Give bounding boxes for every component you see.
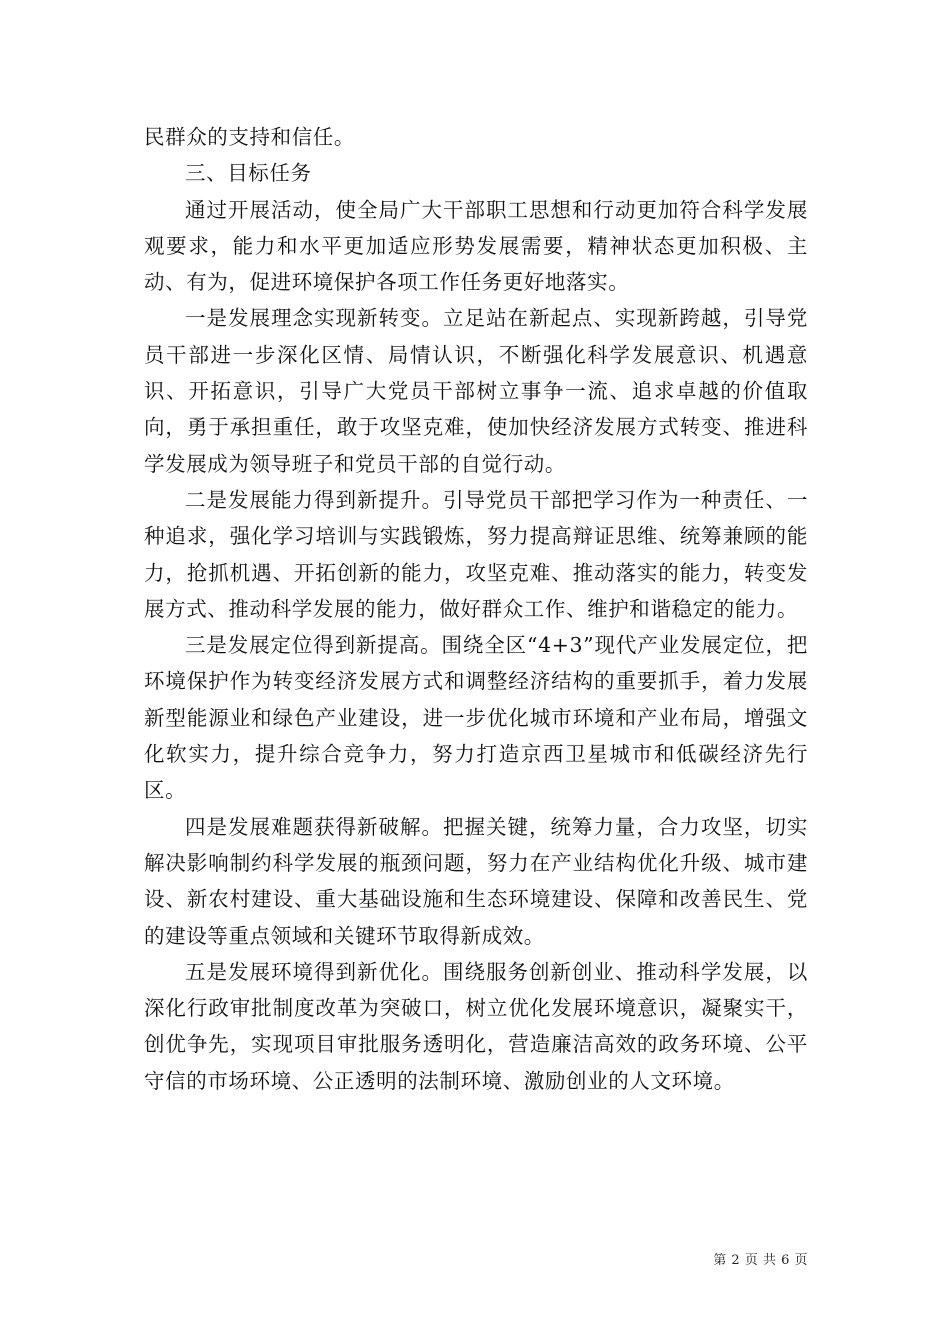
paragraph-continuation: 民群众的支持和信任。 xyxy=(144,125,355,149)
paragraph: 四是发展难题获得新破解。把握关键，统筹力量，合力攻坚，切实解决影响制约科学发展的瓶颈问题，努力在产业结构优化升级、城市建设、新农村建设、重大基础设施和生态环境建设、保障和改善民生、党的建设等重点领域和关键环节取得新成效。 xyxy=(144,814,808,948)
paragraph: 三是发展定位得到新提高。围绕全区“4+3”现代产业发展定位，把环境保护作为转变经济发展方式和调整经济结构的重要抓手，着力发展新型能源业和绿色产业建设，进一步优化城市环境和产业布局，增强文化软实力，提升综合竞争力，努力打造京西卫星城市和低碳经济先行区。 xyxy=(144,633,808,803)
page-number-footer: 第 2 页 共 6 页 xyxy=(713,1253,808,1268)
document-body xyxy=(144,119,808,1099)
paragraph: 二是发展能力得到新提升。引导党员干部把学习作为一种责任、一种追求，强化学习培训与实践锻炼，努力提高辩证思维、统筹兼顾的能力，抢抓机遇、开拓创新的能力，攻坚克难、推动落实的能力，转变发展方式、推动科学发展的能力，做好群众工作、维护和谐稳定的能力。 xyxy=(144,487,808,621)
paragraph: 一是发展理念实现新转变。立足站在新起点、实现新跨越，引导党员干部进一步深化区情、局情认识，不断强化科学发展意识、机遇意识、开拓意识，引导广大党员干部树立事争一流、追求卓越的价值取向，勇于承担重任，敢于攻坚克难，使加快经济发展方式转变、推进科学发展成为领导班子和党员干部的自觉行动。 xyxy=(144,306,808,476)
paragraph: 五是发展环境得到新优化。围绕服务创新创业、推动科学发展，以深化行政审批制度改革为突破口，树立优化发展环境意识，凝聚实干，创优争先，实现项目审批服务透明化，营造廉洁高效的政务环境、公平守信的市场环境、公正透明的法制环境、激励创业的人文环境。 xyxy=(144,959,808,1093)
paragraph: 通过开展活动，使全局广大干部职工思想和行动更加符合科学发展观要求，能力和水平更加适应形势发展需要，精神状态更加积极、主动、有为，促进环境保护各项工作任务更好地落实。 xyxy=(144,197,808,295)
section-heading: 三、目标任务 xyxy=(185,161,312,186)
